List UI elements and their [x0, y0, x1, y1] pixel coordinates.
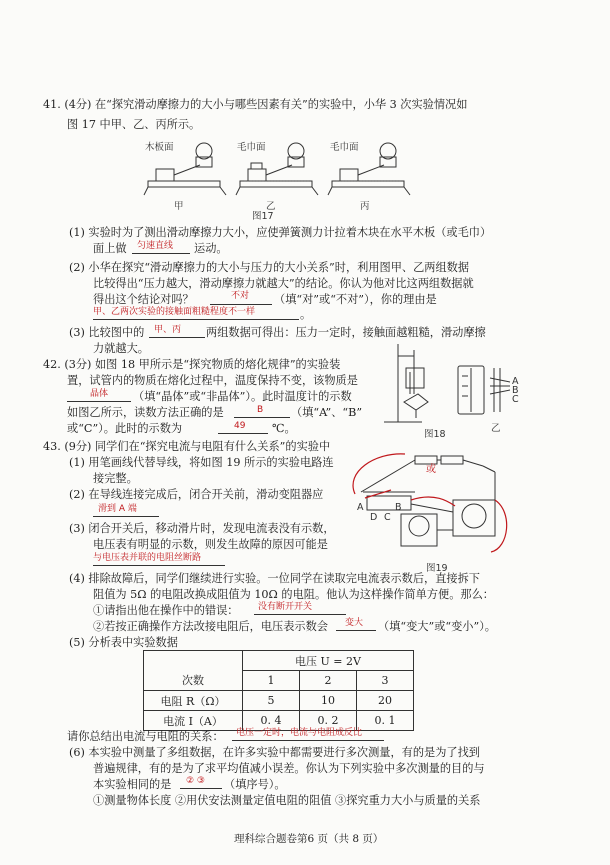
q41-answer-3: 甲、丙 [154, 325, 182, 335]
q41-p3a-pre: (3) 比较图中的 [69, 326, 145, 339]
q41-p2a: (2) 小华在探究“滑动摩擦力的大小与压力的大小关系”时，利用图甲、乙两组数据 [69, 261, 470, 274]
blank-line [93, 516, 159, 517]
q43-p6a: (6) 本实验中测量了多组数据，在许多实验中都需要进行多次测量，有的是为了找到 [69, 746, 480, 759]
table-cell: 电阻 R（Ω） [144, 691, 243, 711]
figure-17-friction-setup [140, 135, 440, 210]
q43-answer-4b: 变大 [345, 618, 364, 628]
q43-p6d: ①测量物体长度 ②用伏安法测量定值电阻的阻值 ③探究重力大小与质量的关系 [93, 794, 481, 807]
q42-answer-3: 49 [234, 421, 246, 431]
table-cell: 电流 I（A） [144, 711, 243, 731]
q42-line1: 42. (3分) 如图 18 甲所示是“探究物质的熔化规律”的实验装 [43, 358, 341, 371]
data-table [143, 650, 414, 731]
q41-answer-1: 匀速直线 [137, 241, 174, 251]
q43-p5: (5) 分析表中实验数据 [69, 636, 178, 649]
q41-p3a-post: 两组数据可得出：压力一定时，接触面越粗糙，滑动摩擦 [206, 326, 486, 339]
q43-answer-6: ② ③ [186, 776, 205, 786]
q41-heading: 41. (4分) 在“探究滑动摩擦力的大小与哪些因素有关”的实验中，小华 3 次实验情况如 [43, 98, 468, 111]
q43-line1: 43. (9分) 同学们在“探究电流与电阻有什么关系”的实验中 [43, 440, 331, 453]
q41-p2b: 比较得出“压力越大，滑动摩擦力就越大”的结论。你认为他对比这两组数据就 [93, 277, 474, 290]
q41-p3b: 力就越大。 [93, 342, 149, 355]
q41-p1b-pre: 面上做 [93, 242, 127, 255]
fig18-sub-yi: 乙 [491, 423, 501, 434]
q42-line4-pre: 如图乙所示，读数方法正确的是 [67, 406, 224, 419]
q43-answer-3: 与电压表并联的电阻丝断路 [93, 553, 202, 563]
blank-line [180, 788, 222, 789]
page-footer: 理科综合题卷第6 页（共 8 页） [234, 833, 384, 845]
q43-p2a: (2) 在导线连接完成后，闭合开关前，滑动变阻器应 [69, 488, 324, 501]
fig17-sub-yi: 乙 [266, 201, 276, 212]
q41-heading-cont: 图 17 中甲、乙、丙所示。 [67, 118, 201, 131]
fig19-or-label: 或 [426, 464, 436, 475]
fig18-label-a: A [512, 376, 519, 387]
fig18-label-c: C [512, 394, 519, 405]
q41-p1b-post: 运动。 [194, 242, 228, 255]
table-cell: 次数 [144, 671, 243, 691]
q41-p2c-pre: 得出这个结论对吗？ [93, 293, 194, 306]
q43-answer-2: 滑到 A 端 [98, 504, 137, 514]
q43-p6b: 普遍规律，有的是为了求平均值减小误差。你认为下列实验中多次测量的目的与 [93, 762, 485, 775]
blank-line [93, 565, 225, 566]
q43-p1b: 接完整。 [93, 472, 138, 485]
fig18-caption: 图18 [424, 429, 446, 440]
blank-line [132, 253, 190, 254]
blank-line [218, 433, 268, 434]
table-cell: 0. 1 [357, 711, 414, 731]
q42-line5-pre: 或“C”）。此时的示数为 [67, 422, 183, 435]
fig19-letter-b: B [395, 502, 402, 513]
q41-answer-reason: 甲、乙两次实验的接触面粗糙程度不一样 [93, 307, 256, 317]
blank-line [210, 304, 272, 305]
blank-line [254, 614, 346, 615]
table-cell: 10 [300, 691, 357, 711]
q42-answer-2: B [257, 405, 264, 415]
fig17-label-3: 毛巾面 [330, 142, 359, 153]
blank-line [93, 319, 299, 320]
q43-p4b: 阻值为 5Ω 的电阻改换成阻值为 10Ω 的电阻。他认为这样操作简单方便。那么： [93, 588, 494, 601]
blank-line [67, 401, 131, 402]
fig17-caption: 图17 [252, 211, 274, 222]
table-cell: 0. 2 [300, 711, 357, 731]
q41-answer-2: 不对 [231, 291, 250, 301]
q43-answer-5: 电压一定时，电流与电阻成反比 [236, 728, 363, 738]
q43-answer-4a: 没有断开开关 [258, 602, 313, 612]
fig17-label-2: 毛巾面 [237, 142, 266, 153]
table-cell [144, 651, 243, 671]
table-row [144, 651, 414, 671]
blank-line [232, 740, 384, 741]
table-cell: 1 [243, 671, 300, 691]
table-cell: 2 [300, 671, 357, 691]
table-header-voltage: 电压 U = 2V [243, 651, 414, 671]
q42-line5-post: ℃。 [272, 422, 296, 435]
q42-line3-post: （填“晶体”或“非晶体”）。此时温度计的示数 [133, 390, 352, 403]
blank-line [149, 337, 205, 338]
q43-conclusion-pre: 请你总结出电流与电阻的关系： [67, 730, 224, 743]
fig17-label-1: 木板面 [145, 142, 174, 153]
table-cell: 5 [243, 691, 300, 711]
blank-line [234, 417, 290, 418]
q43-p4d-pre: ②若按正确操作方法改接电阻后，电压表示数会 [93, 620, 328, 633]
q43-p3b: 电压表有明显的示数，则发生故障的原因可能是 [93, 538, 328, 551]
q42-line4-post: （填“A”、“B” [291, 406, 363, 419]
q41-p2c-post: （填“对”或“不对”），你的理由是 [274, 293, 437, 306]
q43-p6c-pre: 本实验相同的是 [93, 778, 172, 791]
fig19-letter-a: A [357, 502, 364, 513]
q43-p6c-post: （填序号）。 [224, 778, 286, 791]
q41-p1a: (1) 实验时为了测出滑动摩擦力大小，应使弹簧测力计拉着木块在水平木板（或毛巾） [69, 226, 492, 239]
fig17-sub-bing: 丙 [360, 201, 370, 212]
table-row [144, 691, 414, 711]
q43-p4d-post: （填“变大”或“变小”）。 [378, 620, 496, 633]
table-cell: 3 [357, 671, 414, 691]
q42-answer-1: 晶体 [90, 389, 109, 399]
table-cell: 20 [357, 691, 414, 711]
q42-line2: 置，试管内的物质在熔化过程中，温度保持不变，该物质是 [67, 374, 358, 387]
table-row [144, 671, 414, 691]
fig18-label-b: B [512, 385, 519, 396]
q43-p4a: (4) 排除故障后，同学们继续进行实验。一位同学在读取完电流表示数后，直接拆下 [69, 572, 480, 585]
fig17-sub-jia: 甲 [174, 201, 184, 212]
blank-line [336, 630, 376, 631]
fig19-letter-c: C [384, 512, 391, 523]
q43-p4c-pre: ①请指出他在操作中的错误： [93, 604, 239, 617]
q43-p3a: (3) 闭合开关后，移动滑片时，发现电流表没有示数， [69, 522, 335, 535]
q43-p1a: (1) 用笔画线代替导线，将如图 19 所示的实验电路连 [69, 456, 334, 469]
fig19-caption: 图19 [426, 563, 448, 574]
fig19-letter-d: D [370, 512, 378, 523]
q41-p2d-post: 。 [300, 308, 312, 321]
table-cell: 0. 4 [243, 711, 300, 731]
